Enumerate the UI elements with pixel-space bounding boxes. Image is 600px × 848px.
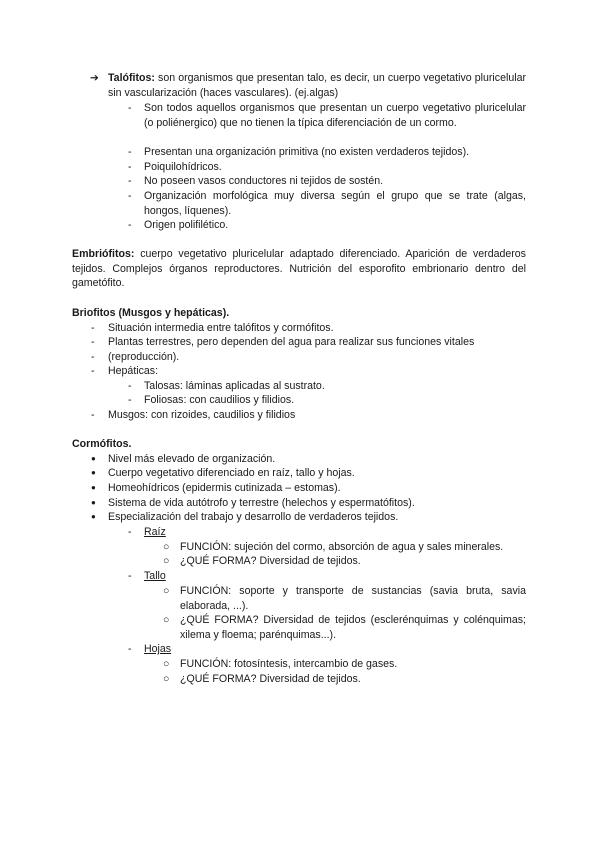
dash-bullet: - bbox=[128, 570, 132, 582]
bullet-dot: ● bbox=[91, 483, 96, 492]
cormofitos-item: Homeohídricos (epidermis cutinizada – estomas). bbox=[108, 482, 341, 494]
embriofitos-definition: cuerpo vegetativo pluricelular adaptado diferenciado. Aparición de verdaderos tejidos. Complejos órganos reproductores. Nutrición del esporofito embrionario dentro del gametófito. bbox=[72, 248, 526, 290]
dash-bullet: - bbox=[128, 146, 132, 158]
talofitos-item: Presentan una organización primitiva (no existen verdaderos tejidos). bbox=[144, 146, 470, 158]
talofitos-definition: son organismos que presentan talo, es decir, un cuerpo vegetativo pluricelular sin vascularización (haces vasculares). (ej.algas) bbox=[108, 72, 526, 99]
dash-bullet: - bbox=[91, 351, 95, 363]
dash-bullet: - bbox=[91, 336, 95, 348]
raiz-funcion: FUNCIÓN: sujeción del cormo, absorción de agua y sales minerales. bbox=[180, 541, 504, 553]
hepaticas-item: Talosas: láminas aplicadas al sustrato. bbox=[144, 380, 325, 392]
circle-bullet-icon: ○ bbox=[163, 585, 170, 597]
cormofitos-heading: Cormófitos. bbox=[72, 438, 132, 450]
hojas-forma: ¿QUÉ FORMA? Diversidad de tejidos. bbox=[180, 673, 361, 685]
circle-bullet-icon: ○ bbox=[163, 658, 170, 670]
circle-bullet-icon: ○ bbox=[163, 673, 170, 685]
talofitos-item: No poseen vasos conductores ni tejidos de sostén. bbox=[144, 175, 384, 187]
arrow-bullet-icon: ➔ bbox=[90, 72, 99, 84]
cormofitos-item: Sistema de vida autótrofo y terrestre (helechos y espermatófitos). bbox=[108, 497, 415, 509]
briofitos-item: Situación intermedia entre talófitos y cormófitos. bbox=[108, 322, 334, 334]
briofitos-heading: Briofitos (Musgos y hepáticas). bbox=[72, 307, 230, 319]
dash-bullet: - bbox=[128, 219, 132, 231]
hojas-label: Hojas bbox=[144, 643, 172, 655]
embriofitos-term: Embriófitos: bbox=[72, 248, 135, 260]
cormofitos-item: Especialización del trabajo y desarrollo de verdaderos tejidos. bbox=[108, 511, 399, 523]
talofitos-item: Poiquilohídricos. bbox=[144, 161, 222, 173]
circle-bullet-icon: ○ bbox=[163, 541, 170, 553]
dash-bullet: - bbox=[128, 643, 132, 655]
bullet-dot: ● bbox=[91, 454, 96, 463]
tallo-forma: ¿QUÉ FORMA? Diversidad de tejidos (esclerénquimas y colénquimas; xilema y floema; parénquimas...). bbox=[180, 614, 526, 641]
bullet-dot: ● bbox=[91, 468, 96, 477]
talofitos-item: Son todos aquellos organismos que presentan un cuerpo vegetativo pluricelular (o poliénergico) que no tienen la típica diferenciación de un cormo. bbox=[144, 102, 526, 129]
dash-bullet: - bbox=[128, 394, 132, 406]
cormofitos-item: Nivel más elevado de organización. bbox=[108, 453, 276, 465]
dash-bullet: - bbox=[128, 102, 132, 114]
dash-bullet: - bbox=[91, 322, 95, 334]
talofitos-term: Talófitos: bbox=[108, 72, 155, 84]
talofitos-item: Organización morfológica muy diversa según el grupo que se trate (algas, hongos, líquenes). bbox=[144, 190, 526, 217]
dash-bullet: - bbox=[128, 190, 132, 202]
briofitos-item: Hepáticas: bbox=[108, 365, 159, 377]
bullet-dot: ● bbox=[91, 498, 96, 507]
hojas-funcion: FUNCIÓN: fotosíntesis, intercambio de gases. bbox=[180, 658, 398, 670]
raiz-label: Raíz bbox=[144, 526, 166, 538]
talofitos-item: Origen polifilético. bbox=[144, 219, 229, 231]
hepaticas-item: Foliosas: con caudilios y filidios. bbox=[144, 394, 295, 406]
dash-bullet: - bbox=[91, 365, 95, 377]
circle-bullet-icon: ○ bbox=[163, 555, 170, 567]
embriofitos-paragraph bbox=[72, 247, 526, 291]
cormofitos-item: Cuerpo vegetativo diferenciado en raíz, tallo y hojas. bbox=[108, 467, 355, 479]
raiz-forma: ¿QUÉ FORMA? Diversidad de tejidos. bbox=[180, 555, 361, 567]
tallo-funcion: FUNCIÓN: soporte y transporte de sustancias (savia bruta, savia elaborada, ...). bbox=[180, 585, 526, 612]
circle-bullet-icon: ○ bbox=[163, 614, 170, 626]
dash-bullet: - bbox=[128, 380, 132, 392]
dash-bullet: - bbox=[128, 161, 132, 173]
briofitos-musgos: Musgos: con rizoides, caudilios y filidios bbox=[108, 409, 296, 421]
dash-bullet: - bbox=[128, 526, 132, 538]
tallo-label: Tallo bbox=[144, 570, 166, 582]
briofitos-item: Plantas terrestres, pero dependen del agua para realizar sus funciones vitales bbox=[108, 336, 475, 348]
bullet-dot: ● bbox=[91, 512, 96, 521]
dash-bullet: - bbox=[91, 409, 95, 421]
briofitos-item: (reproducción). bbox=[108, 351, 180, 363]
dash-bullet: - bbox=[128, 175, 132, 187]
talofitos-paragraph bbox=[108, 71, 526, 100]
